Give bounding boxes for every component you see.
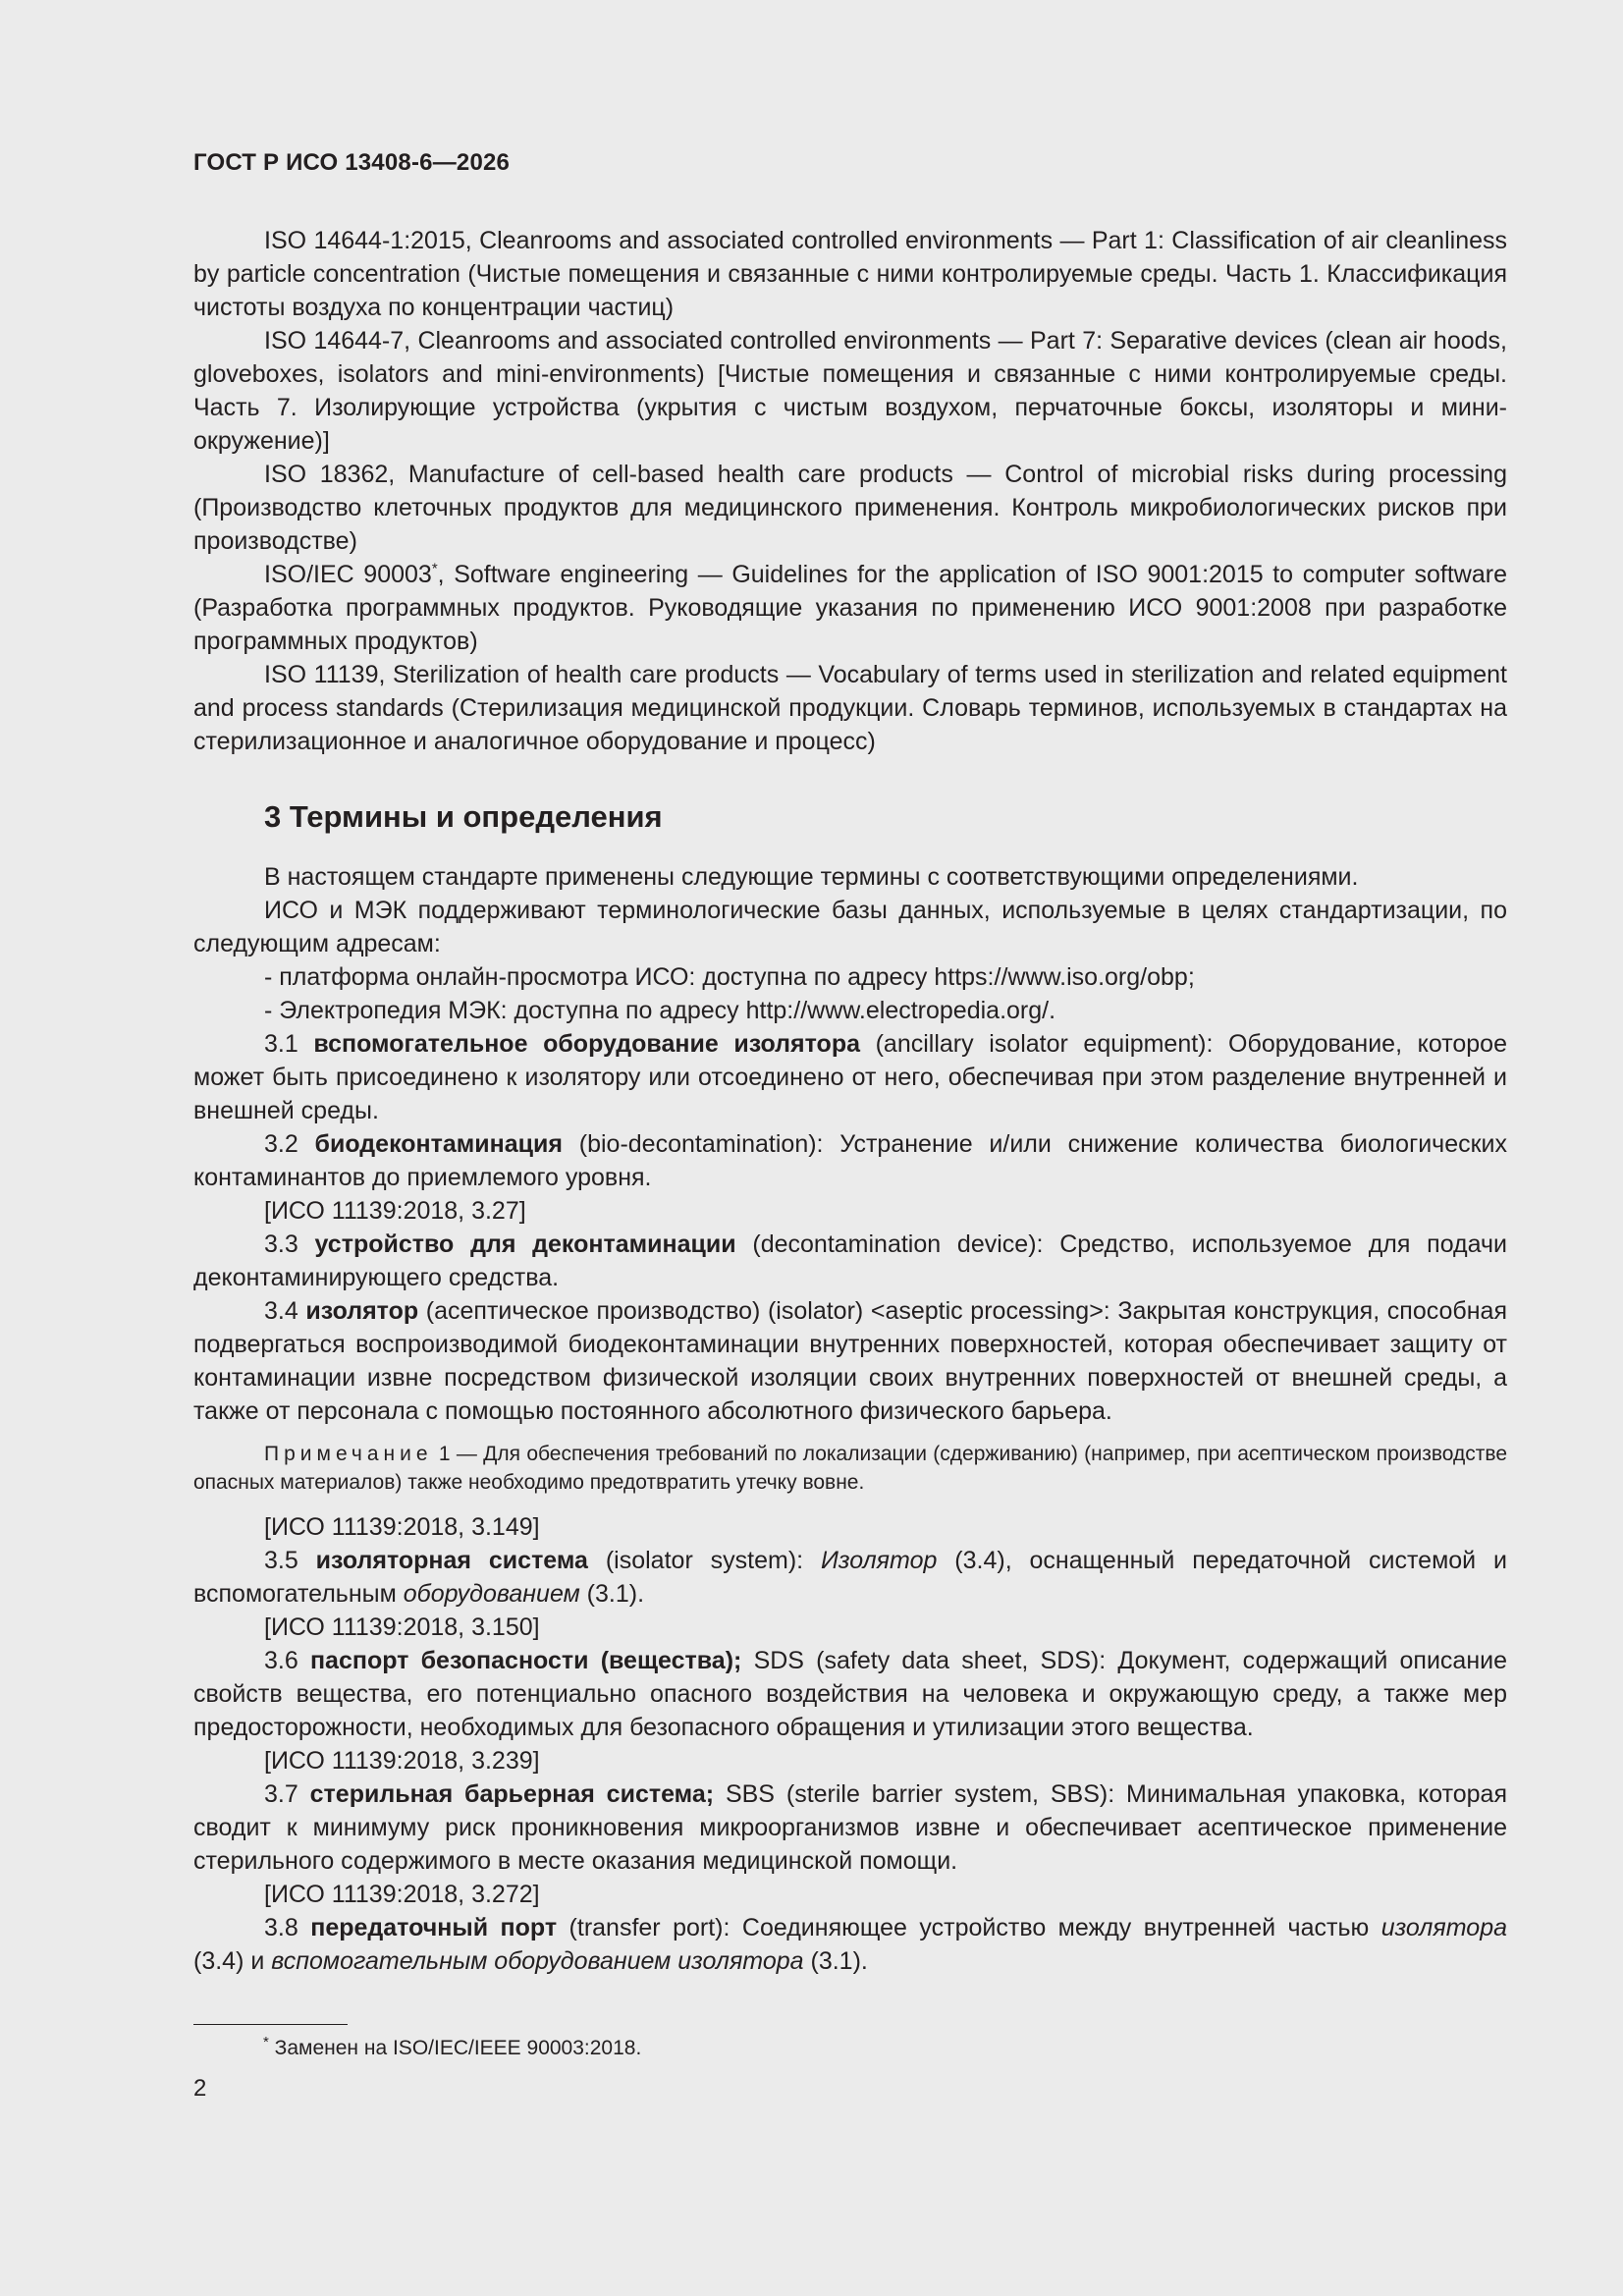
reference-iso-iec-90003: ISO/IEC 90003*, Software engineering — Guidelines for the application of ISO 9001:2015 to computer software (Разработка программных продуктов. Руководящие указания по применению ИСО 9001:2008 при разработке программных продуктов) (193, 560, 1507, 655)
term-3-8: 3.8 передаточный порт (transfer port): Соединяющее устройство между внутренней частью изолятора (3.4) и вспомогательным оборудованием изолятора (3.1). (193, 1914, 1507, 1975)
section-3-intro: В настоящем стандарте применены следующие термины с соответствующими определениями. (264, 863, 1359, 891)
term-source: [ИСО 11139:2018, 3.149] (264, 1513, 540, 1541)
reference-iso-11139: ISO 11139, Sterilization of health care products — Vocabulary of terms used in sterilization and related equipment and process standards (Стерилизация медицинской продукции. Словарь терминов, используемых в стандартах на стерилизационное и аналогичное оборудование и процесс) (193, 661, 1507, 755)
term-3-2: 3.2 биодеконтаминация (bio-decontamination): Устранение и/или снижение количества биологических контаминантов до приемлемого уровня. (193, 1130, 1507, 1191)
footnote-divider (193, 2024, 348, 2025)
reference-iso-18362: ISO 18362, Manufacture of cell-based health care products — Control of microbial risks during processing (Производство клеточных продуктов для медицинского применения. Контроль микробиологических рисков при производстве) (193, 461, 1507, 555)
term-title: изолятор (305, 1297, 419, 1325)
term-3-3: 3.3 устройство для деконтаминации (decontamination device): Средство, используемое для подачи деконтаминирующего средства. (193, 1230, 1507, 1291)
term-3-7: 3.7 стерильная барьерная система; SBS (sterile barrier system, SBS): Минимальная упаковка, которая сводит к минимуму риск проникновения микроорганизмов извне и обеспечивает асептическое применение стерильного содержимого в месте оказания медицинской помощи. (193, 1780, 1508, 1875)
reference-iso-14644-7: ISO 14644-7, Cleanrooms and associated controlled environments — Part 7: Separative devices (clean air hoods, gloveboxes, isolators and mini-environments) [Чистые помещения и связанные с ними контролируемые среды. Часть 7. Изолирующие устройства (укрытия с чистым воздухом, перчаточные боксы, изоляторы и мини-окружение)] (193, 327, 1507, 455)
term-title: биодеконтаминация (314, 1130, 563, 1158)
term-title: паспорт безопасности (вещества); (309, 1647, 742, 1674)
footnote-marker: * (431, 560, 438, 577)
term-3-5: 3.5 изоляторная система (isolator system): Изолятор (3.4), оснащенный передаточной системой и вспомогательным оборудованием (3.1). (193, 1547, 1507, 1608)
page-number: 2 (193, 2075, 207, 2102)
term-3-1: 3.1 вспомогательное оборудование изолятора (ancillary isolator equipment): Оборудование, которое может быть присоединено к изолятору или отсоединено от него, обеспечивая при этом разделение внутренней и внешней среды. (193, 1030, 1507, 1124)
term-source: [ИСО 11139:2018, 3.239] (264, 1747, 540, 1775)
term-title: стерильная барьерная система; (309, 1780, 715, 1808)
term-3-6: 3.6 паспорт безопасности (вещества); SDS (safety data sheet, SDS): Документ, содержащий описание свойств вещества, его потенциально опасного воздействия на человека и окружающую среду, а также мер предосторожности, необходимых для безопасного обращения и утилизации этого вещества. (193, 1647, 1507, 1741)
term-title: изоляторная система (315, 1547, 588, 1574)
term-source: [ИСО 11139:2018, 3.27] (264, 1197, 526, 1225)
term-title: вспомогательное оборудование изолятора (313, 1030, 860, 1058)
term-source: [ИСО 11139:2018, 3.272] (264, 1881, 540, 1908)
list-item-iso-obp: - платформа онлайн-просмотра ИСО: доступна по адресу https://www.iso.org/obp; (264, 963, 1195, 991)
note-1: Примечание 1 — Для обеспечения требований по локализации (сдерживанию) (например, при асептическом производстве опасных материалов) также необходимо предотвратить утечку вовне. (193, 1443, 1507, 1494)
footnote: * Заменен на ISO/IEC/IEEE 90003:2018. (263, 2034, 642, 2059)
footnote-mark: * (263, 2034, 269, 2050)
list-item-iec-electropedia: - Электропедия МЭК: доступна по адресу http://www.electropedia.org/. (264, 997, 1056, 1024)
standard-designation: ГОСТ Р ИСО 13408-6—2026 (193, 149, 511, 176)
document-body (193, 224, 1507, 1978)
term-title: передаточный порт (310, 1914, 558, 1941)
note-label: Примечание (264, 1443, 433, 1465)
term-3-4: 3.4 изолятор (асептическое производство) (isolator) <aseptic processing>: Закрытая конструкция, способная подвергаться воспроизводимой биодеконтаминации внутренних поверхностей, которая обеспечивает защиту от контаминации извне посредством физической изоляции своих внутренних поверхностей от внешней среды, а также от персонала с помощью постоянного абсолютного физического барьера. (193, 1297, 1507, 1425)
term-title: устройство для деконтаминации (314, 1230, 736, 1258)
reference-iso-14644-1: ISO 14644-1:2015, Cleanrooms and associated controlled environments — Part 1: Classification of air cleanliness by particle concentration (Чистые помещения и связанные с ними контролируемые среды. Часть 1. Классификация чистоты воздуха по концентрации частиц) (193, 227, 1507, 321)
terminology-databases-intro: ИСО и МЭК поддерживают терминологические базы данных, используемые в целях стандартизации, по следующим адресам: (193, 897, 1507, 957)
term-source: [ИСО 11139:2018, 3.150] (264, 1613, 540, 1641)
section-3-heading: 3 Термины и определения (264, 799, 663, 834)
